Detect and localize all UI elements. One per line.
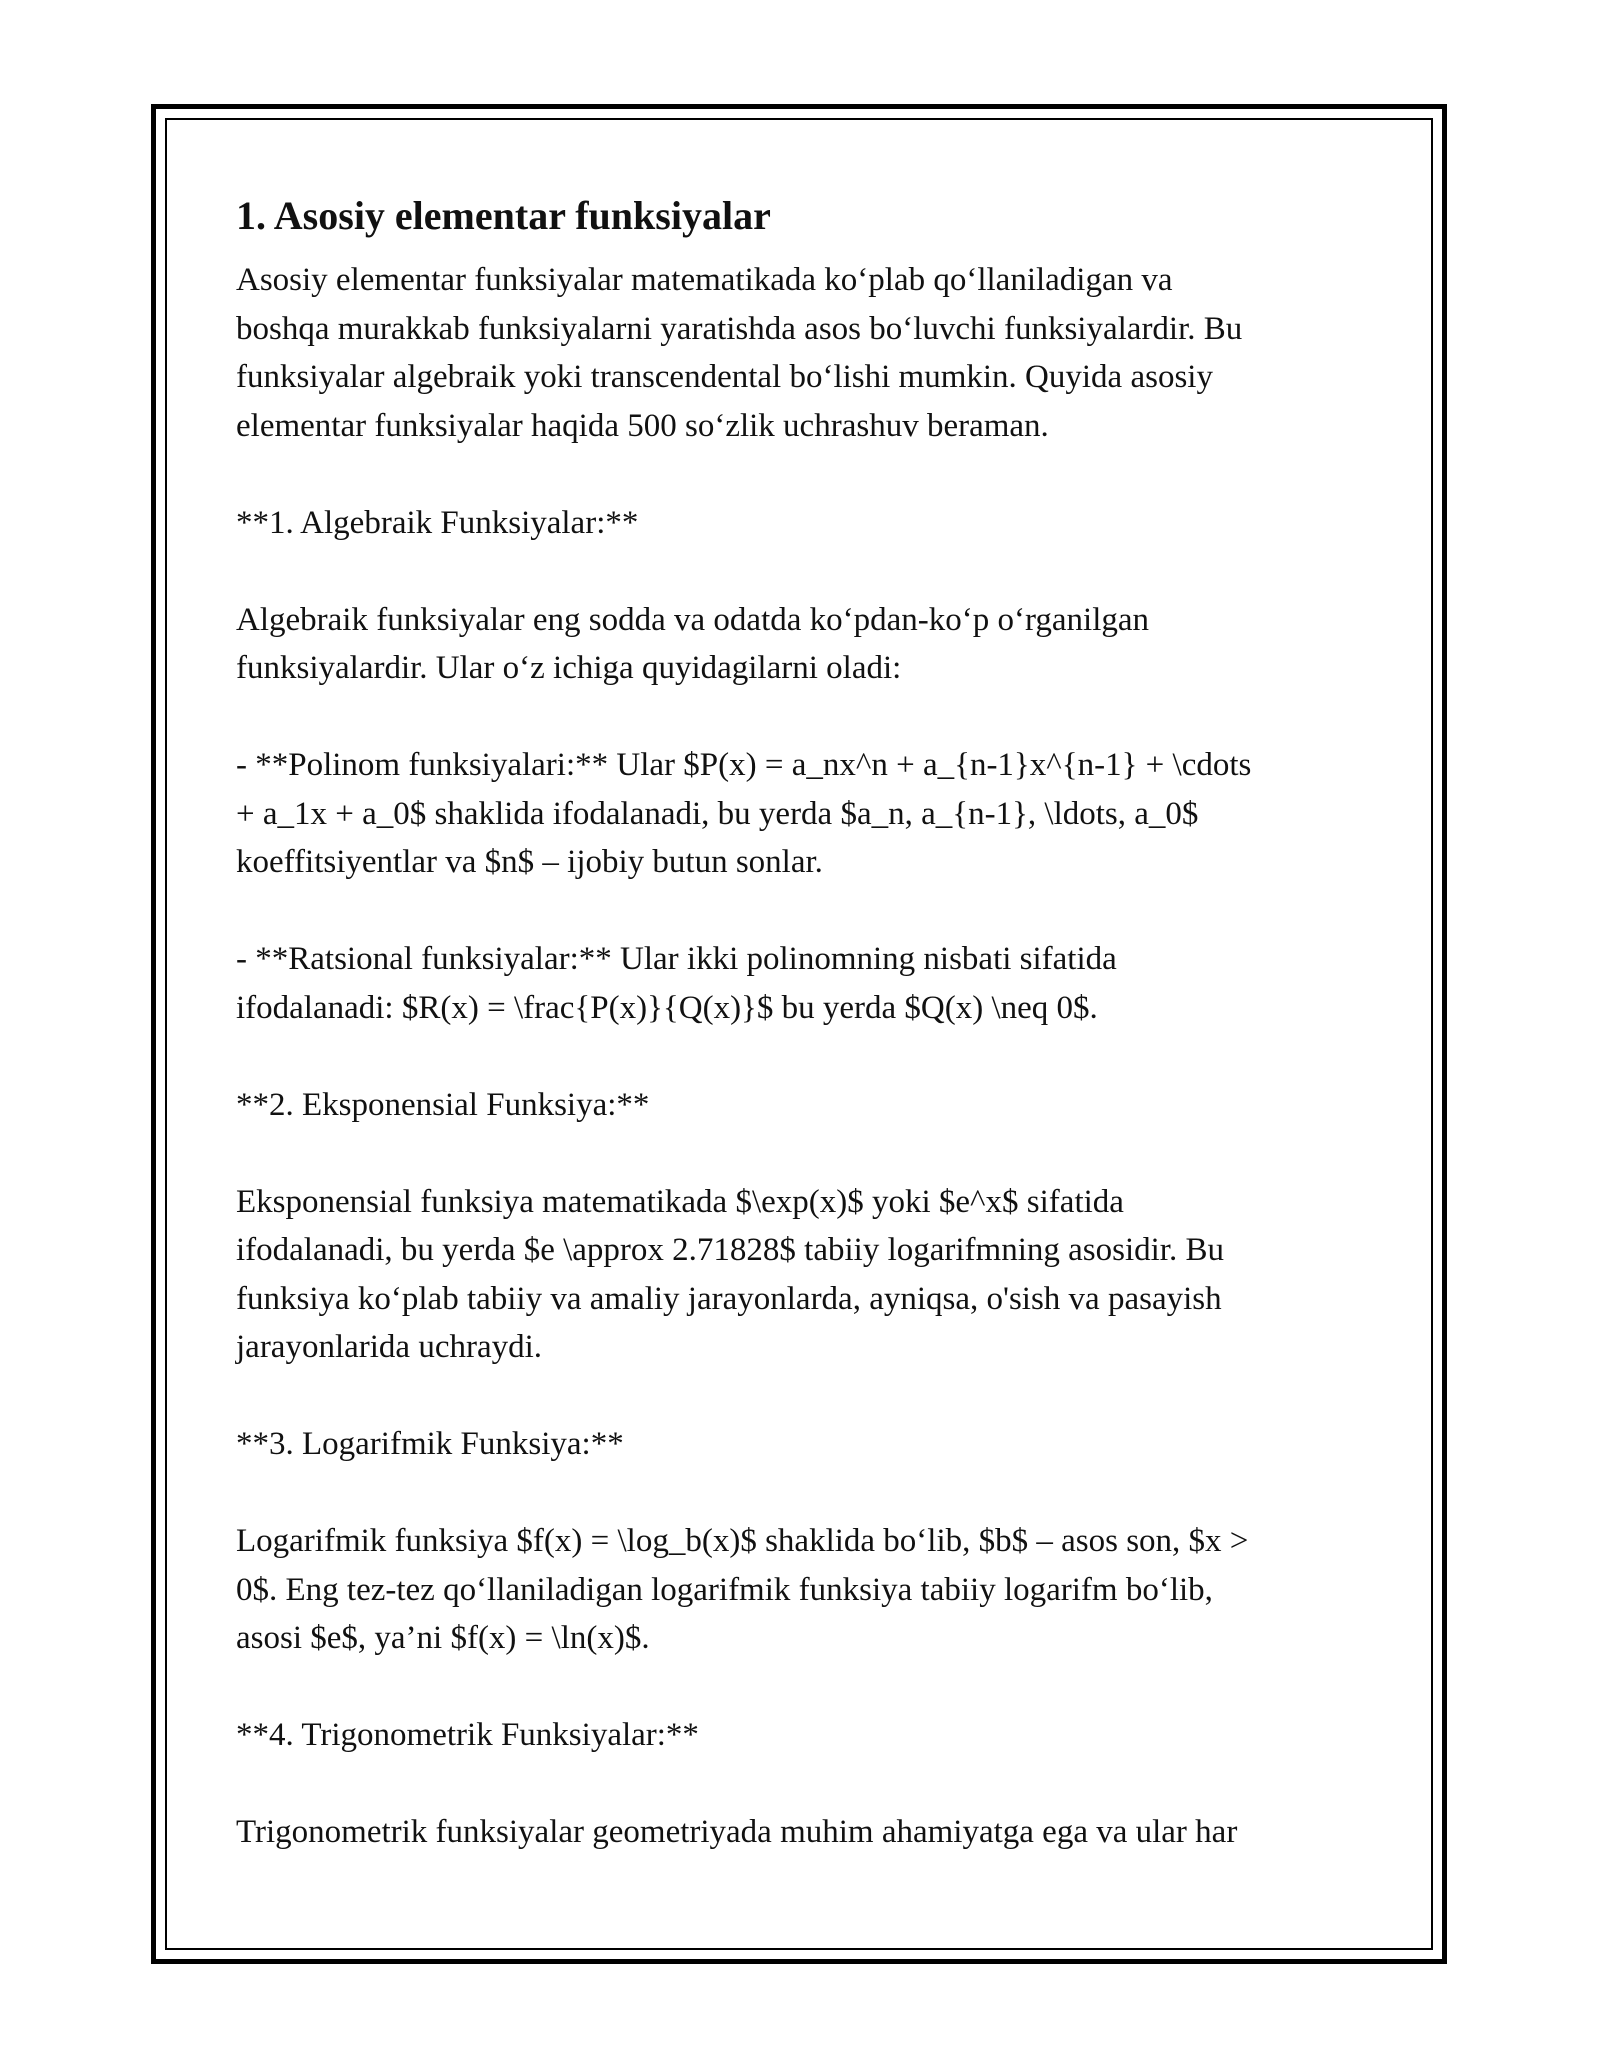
subheading-trigonometrik xyxy=(236,1711,1366,1760)
text-line: Eksponensial funksiya matematikada $\exp(x)$ yoki $e^x$ sifatida xyxy=(236,1183,1124,1220)
text-line: funksiyalar algebraik yoki transcendental bo‘lishi mumkin. Quyida asosiy xyxy=(236,359,1213,395)
text-line: Trigonometrik funksiyalar geometriyada muhim ahamiyatga ega va ular har xyxy=(236,1814,1238,1850)
subheading-algebraik xyxy=(236,499,1366,548)
text-line: - **Ratsional funksiyalar:** Ular ikki polinomning nisbati sifatida xyxy=(236,941,1117,977)
text-line: boshqa murakkab funksiyalarni yaratishda asos bo‘luvchi funksiyalardir. Bu xyxy=(236,310,1243,347)
paragraph-intro xyxy=(236,256,1366,450)
text-line: - **Polinom funksiyalari:** Ular $P(x) = a_nx^n + a_{n-1}x^{n-1} + \cdots xyxy=(236,747,1252,783)
text-line: funksiyalardir. Ular o‘z ichiga quyidagilarni oladi: xyxy=(236,650,902,686)
text-line: **2. Eksponensial Funksiya:** xyxy=(236,1086,650,1123)
text-line: koeffitsiyentlar va $n$ – ijobiy butun sonlar. xyxy=(236,844,823,880)
text-line: elementar funksiyalar haqida 500 so‘zlik uchrashuv beraman. xyxy=(236,407,1049,444)
paragraph-trigonometrik xyxy=(236,1808,1366,1857)
text-line: Logarifmik funksiya $f(x) = \log_b(x)$ shaklida bo‘lib, $b$ – asos son, $x > xyxy=(236,1523,1249,1559)
paragraph-eksponensial xyxy=(236,1178,1366,1372)
list-item-polinom xyxy=(236,741,1366,887)
document-body xyxy=(236,190,1366,1905)
text-line: ifodalanadi: $R(x) = \frac{P(x)}{Q(x)}$ bu yerda $Q(x) \neq 0$. xyxy=(236,989,1098,1026)
text-line: ifodalanadi, bu yerda $e \approx 2.71828$ tabiiy logarifmning asosidir. Bu xyxy=(236,1232,1224,1268)
list-item-ratsional xyxy=(236,935,1366,1032)
subheading-eksponensial xyxy=(236,1081,1366,1130)
text-line: **4. Trigonometrik Funksiyalar:** xyxy=(236,1717,699,1753)
text-line: 0$. Eng tez-tez qo‘llaniladigan logarifmik funksiya tabiiy logarifm bo‘lib, xyxy=(236,1571,1213,1608)
text-line: jarayonlarida uchraydi. xyxy=(236,1329,543,1365)
text-line: Algebraik funksiyalar eng sodda va odatda ko‘pdan-ko‘p o‘rganilgan xyxy=(236,601,1150,638)
text-line: Asosiy elementar funksiyalar matematikada ko‘plab qo‘llaniladigan va xyxy=(236,262,1173,298)
text-line: + a_1x + a_0$ shaklida ifodalanadi, bu yerda $a_n, a_{n-1}, \ldots, a_0$ xyxy=(236,795,1199,832)
text-line: asosi $e$, ya’ni $f(x) = \ln(x)$. xyxy=(236,1620,650,1656)
text-line: **1. Algebraik Funksiyalar:** xyxy=(236,504,639,541)
paragraph-algebraik xyxy=(236,596,1366,693)
section-heading: 1. Asosiy elementar funksiyalar xyxy=(236,193,771,238)
subheading-logarifmik xyxy=(236,1420,1366,1469)
paragraph-logarifmik xyxy=(236,1517,1366,1663)
text-line: **3. Logarifmik Funksiya:** xyxy=(236,1426,624,1462)
text-line: funksiya ko‘plab tabiiy va amaliy jarayonlarda, ayniqsa, o'sish va pasayish xyxy=(236,1280,1222,1317)
